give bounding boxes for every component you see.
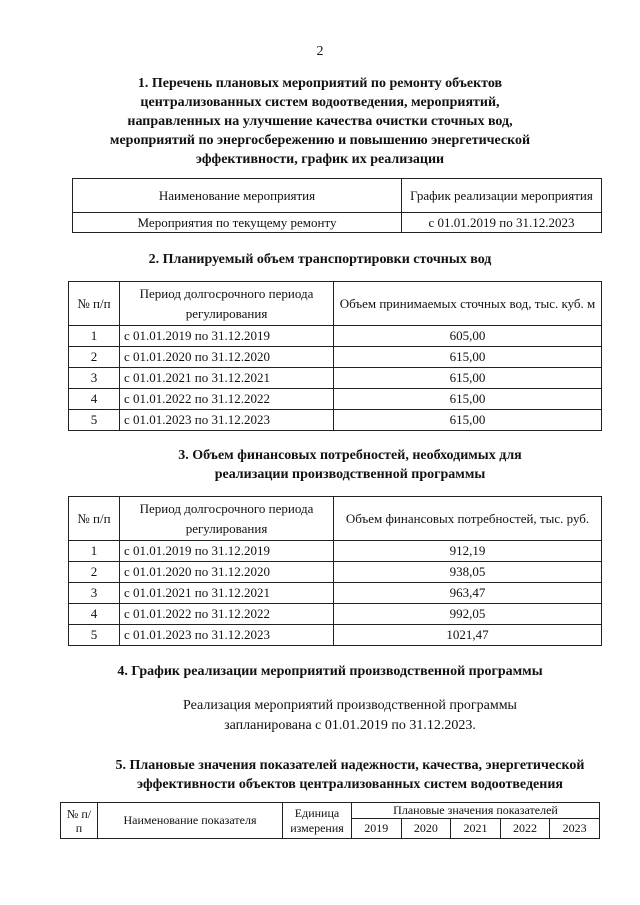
page-number: 2 [316, 44, 324, 59]
col-header-indicator: Наименование показателя [98, 803, 283, 839]
section4-text: Реализация мероприятий производственной программы запланирована с 01.01.2019 по 31.12.2023. [183, 698, 517, 733]
col-header-planned-values: Плановые значения показателей [352, 803, 600, 819]
col-header-num: № п/п [61, 803, 98, 839]
section4-title: 4. График реализации мероприятий производственной программы [117, 664, 543, 679]
table-row: 1 с 01.01.2019 по 31.12.2019 912,19 [69, 541, 602, 562]
indicators-table [60, 802, 600, 839]
section3-title: 3. Объем финансовых потребностей, необходимых для реализации производственной программы [178, 448, 522, 482]
col-header-num: № п/п [69, 282, 120, 326]
section2-title: 2. Планируемый объем транспортировки сточных вод [148, 252, 492, 267]
col-header-volume: Объем принимаемых сточных вод, тыс. куб. м [334, 282, 602, 326]
col-header-period: Период долгосрочного периода регулирования [120, 282, 334, 326]
section5-title: 5. Плановые значения показателей надежности, качества, энергетической эффективности объектов централизованных систем водоотведения [115, 758, 585, 792]
table-row: 3 с 01.01.2021 по 31.12.2021 963,47 [69, 583, 602, 604]
col-header-year: 2019 [352, 819, 402, 839]
col-header-year: 2021 [451, 819, 501, 839]
table-row: 2 с 01.01.2020 по 31.12.2020 615,00 [69, 347, 602, 368]
section1-title: 1. Перечень плановых мероприятий по ремонту объектов централизованных систем водоотведения, мероприятий, направленных на улучшение качества очистки сточных вод, мероприятий по энергосбережению и повышению энергетической эффективности, график их реализации [109, 76, 531, 167]
table-row: 4 с 01.01.2022 по 31.12.2022 992,05 [69, 604, 602, 625]
col-header-period: Период долгосрочного периода регулирования [120, 497, 334, 541]
col-header-activity: Наименование мероприятия [73, 179, 402, 213]
col-header-finance: Объем финансовых потребностей, тыс. руб. [334, 497, 602, 541]
col-header-unit: Единица измерения [283, 803, 352, 839]
activities-table [72, 178, 602, 233]
table-row: 5 с 01.01.2023 по 31.12.2023 615,00 [69, 410, 602, 431]
col-header-year: 2022 [500, 819, 550, 839]
col-header-year: 2020 [401, 819, 451, 839]
table-row: 5 с 01.01.2023 по 31.12.2023 1021,47 [69, 625, 602, 646]
table-row: 2 с 01.01.2020 по 31.12.2020 938,05 [69, 562, 602, 583]
table-row: 1 с 01.01.2019 по 31.12.2019 605,00 [69, 326, 602, 347]
transport-volume-table [68, 281, 602, 431]
table-row: 4 с 01.01.2022 по 31.12.2022 615,00 [69, 389, 602, 410]
financial-needs-table [68, 496, 602, 646]
col-header-num: № п/п [69, 497, 120, 541]
table-row: Мероприятия по текущему ремонту с 01.01.2019 по 31.12.2023 [73, 213, 602, 233]
col-header-year: 2023 [550, 819, 600, 839]
table-row: 3 с 01.01.2021 по 31.12.2021 615,00 [69, 368, 602, 389]
col-header-schedule: График реализации мероприятия [402, 179, 602, 213]
